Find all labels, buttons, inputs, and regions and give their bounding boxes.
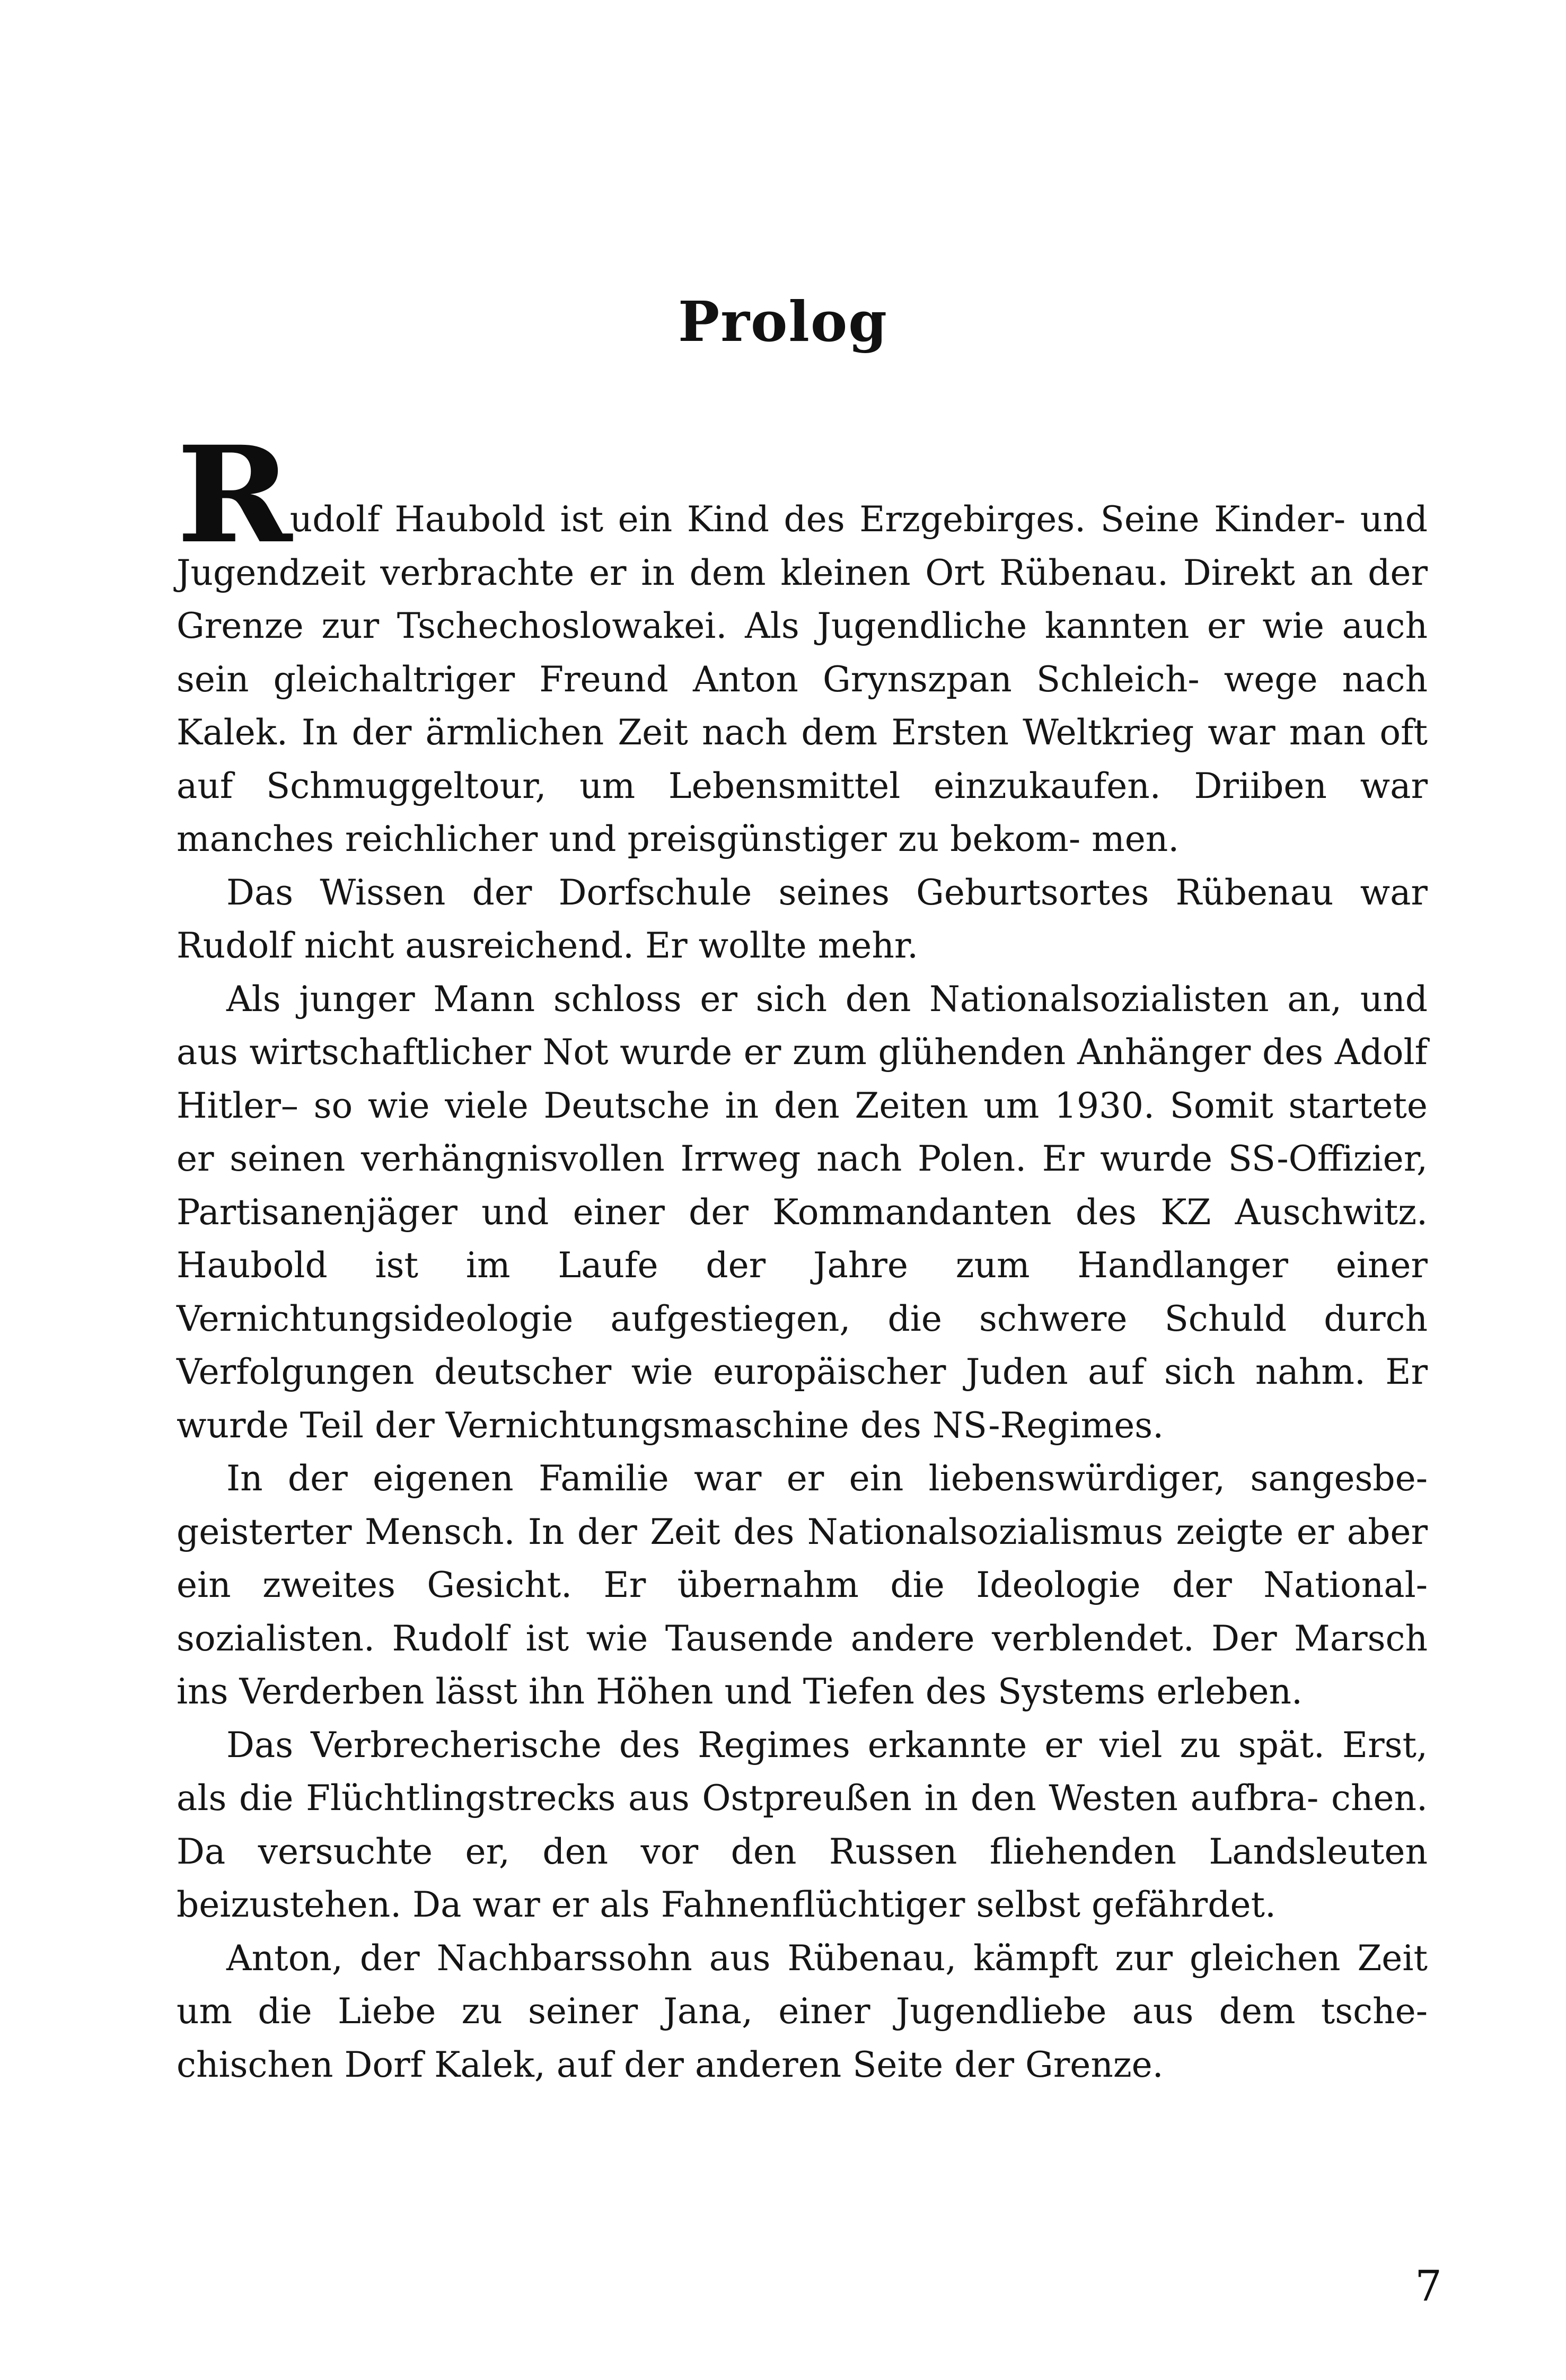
paragraph: In der eigenen Familie war er ein liebenswürdiger, sangesbe- geisterter Mensch. In der Zeit des Nationalsozialismus zeigte er aber ein zweites Gesicht. Er übernahm die Ideologie der National- sozialisten. Rudolf ist wie Tausende andere verblendet. Der Marsch ins Verderben lässt ihn Höhen und Tiefen des Systems erleben. — [177, 1458, 1428, 1712]
paragraph: Das Verbrecherische des Regimes erkannte er viel zu spät. Erst, als die Flüchtlingstrecks aus Ostpreußen in den Westen aufbra- chen. Da versuchte er, den vor den Russen fliehenden Landsleuten beizustehen. Da war er als Fahnenflüchtiger selbst gefährdet. — [177, 1724, 1428, 1925]
paragraph: Als junger Mann schloss er sich den Nationalsozialisten an, und aus wirtschaftlicher Not wurde er zum glühenden Anhänger des Adolf Hitler– so wie viele Deutsche in den Zeiten um 1930. Somit startete er seinen verhängnisvollen Irrweg nach Polen. Er wurde SS-Offizier, Partisanenjäger und einer der Kommandanten des KZ Auschwitz. Haubold ist im Laufe der Jahre zum Handlanger einer Vernichtungsideologie aufgestiegen, die schwere Schuld durch Verfolgungen deutscher wie europäischer Juden auf sich nahm. Er wurde Teil der Vernichtungsmaschine des NS-Regimes. — [177, 978, 1428, 1446]
paragraph: Anton, der Nachbarssohn aus Rübenau, kämpft zur gleichen Zeit um die Liebe zu seiner Jana, einer Jugendliebe aus dem tsche- chischen Dorf Kalek, auf der anderen Seite der Grenze. — [177, 1937, 1428, 2085]
body-text — [177, 417, 1428, 2092]
first-paragraph — [177, 417, 1428, 866]
paragraph: Das Wissen der Dorfschule seines Geburtsortes Rübenau war Rudolf nicht ausreichend. Er wollte mehr. — [177, 872, 1428, 966]
drop-cap-letter: R — [177, 417, 293, 573]
chapter-title: Prolog — [678, 289, 888, 354]
first-paragraph-text: udolf Haubold ist ein Kind des Erzgebirges. Seine Kinder- und Jugendzeit verbrachte er in dem kleinen Ort Rübenau. Direkt an der Grenze zur Tschechoslowakei. Als Jugendliche kannten er wie auch sein gleichaltriger Freund Anton Grynszpan Schleich- wege nach Kalek. In der ärmlichen Zeit nach dem Ersten Weltkrieg war man oft auf Schmuggeltour, um Lebensmittel einzukaufen. Driiben war manches reichlicher und preisgünstiger zu bekom- men. — [177, 499, 1428, 859]
page-number: 7 — [1415, 2261, 1442, 2311]
